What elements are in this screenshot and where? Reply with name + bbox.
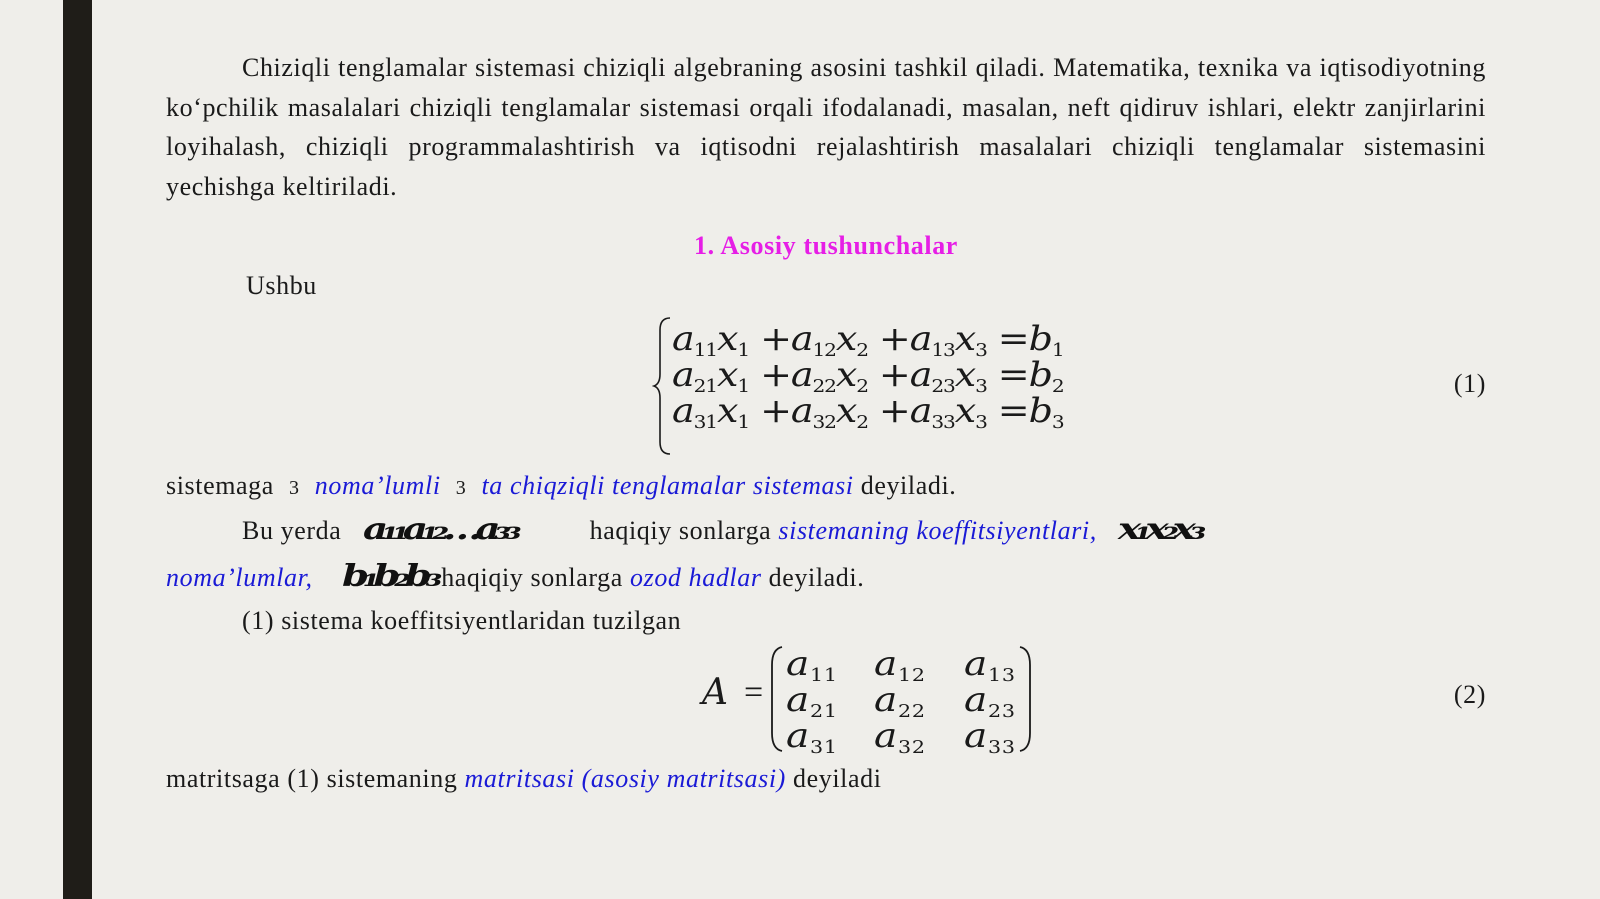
nomalumlar-line: noma’lumlar, b₁b₂b₃ haqiqiy sonlarga ozod hadlar deyiladi. xyxy=(166,557,1486,598)
bu-yerda-line: Bu yerda a₁₁a₁₂…a₃₃ haqiqiy sonlarga sistemaning koeffitsiyentlari, x₁x₂x₃ xyxy=(242,510,1486,551)
matritsaga-line: matritsaga (1) sistemaning matritsasi (asosiy matritsasi) deyiladi xyxy=(166,763,882,793)
equation-row-3: $a_{31}x_1 +a_{32}x_2 +a_{33}x_3 =b_3$ xyxy=(672,390,1064,433)
ushbu-text: Ushbu xyxy=(246,271,317,300)
matrix-A xyxy=(166,645,1486,757)
equation-row-2: $a_{21}x_1 +a_{22}x_2 +a_{23}x_3 =b_2$ xyxy=(672,354,1064,397)
coefficients-math: a₁₁a₁₂…a₃₃ xyxy=(362,512,515,547)
intro-paragraph: Chiziqli tenglamalar sistemasi chiziqli algebraning asosini tashkil qiladi. Matematika, texnika va iqtisodiyotning ko‘pchilik masalalari chiziqli tenglamalar sistemasi orqali ifodalanadi, masalan, neft qidiruv ishlari, elektr zanjirlarini loyihalash, chiziqli programmalashtirish va iqtisodni rejalashtirish masalalari chiziqli tenglamalar sistemasini yechishga keltiriladi. xyxy=(166,53,1486,201)
matrix-right-bracket-icon xyxy=(1018,645,1032,753)
matrix-cell: $a_{31}$ xyxy=(786,715,838,758)
matrix-equals: = xyxy=(744,673,764,711)
sistemaga-line: sistemaga 3 noma’lumli 3 ta chiqziqli tenglamalar sistemasi deyiladi. xyxy=(166,470,957,500)
matrix-cell: $a_{32}$ xyxy=(874,715,926,758)
unknowns-math: x₁x₂x₃ xyxy=(1117,512,1200,547)
matrix-left-bracket-icon xyxy=(770,645,784,753)
equation-label-2: (2) xyxy=(1453,679,1486,709)
matrix-cell: $a_{12}$ xyxy=(874,643,926,686)
system-brace-icon xyxy=(652,316,672,456)
free-terms-math: b₁b₂b₃ xyxy=(341,558,436,594)
matrix-cell: $a_{33}$ xyxy=(964,715,1016,758)
matrix-name: A xyxy=(702,671,729,713)
slide-content xyxy=(166,48,1486,798)
equation-system xyxy=(166,312,1486,462)
matrix-cell: $a_{23}$ xyxy=(964,679,1016,722)
equation-label-1: (1) xyxy=(1453,368,1486,398)
section-heading: 1. Asosiy tushunchalar xyxy=(694,231,958,260)
matrix-cell: $a_{13}$ xyxy=(964,643,1016,686)
matrix-cell: $a_{21}$ xyxy=(786,679,838,722)
matrix-cell: $a_{22}$ xyxy=(874,679,926,722)
sistema-koeff-line: (1) sistema koeffitsiyentlaridan tuzilgan xyxy=(242,606,682,635)
slide-accent-bar xyxy=(63,0,92,899)
matrix-cell: $a_{11}$ xyxy=(786,643,838,686)
equation-row-1: $a_{11}x_1 +a_{12}x_2 +a_{13}x_3 =b_1$ xyxy=(672,318,1064,361)
